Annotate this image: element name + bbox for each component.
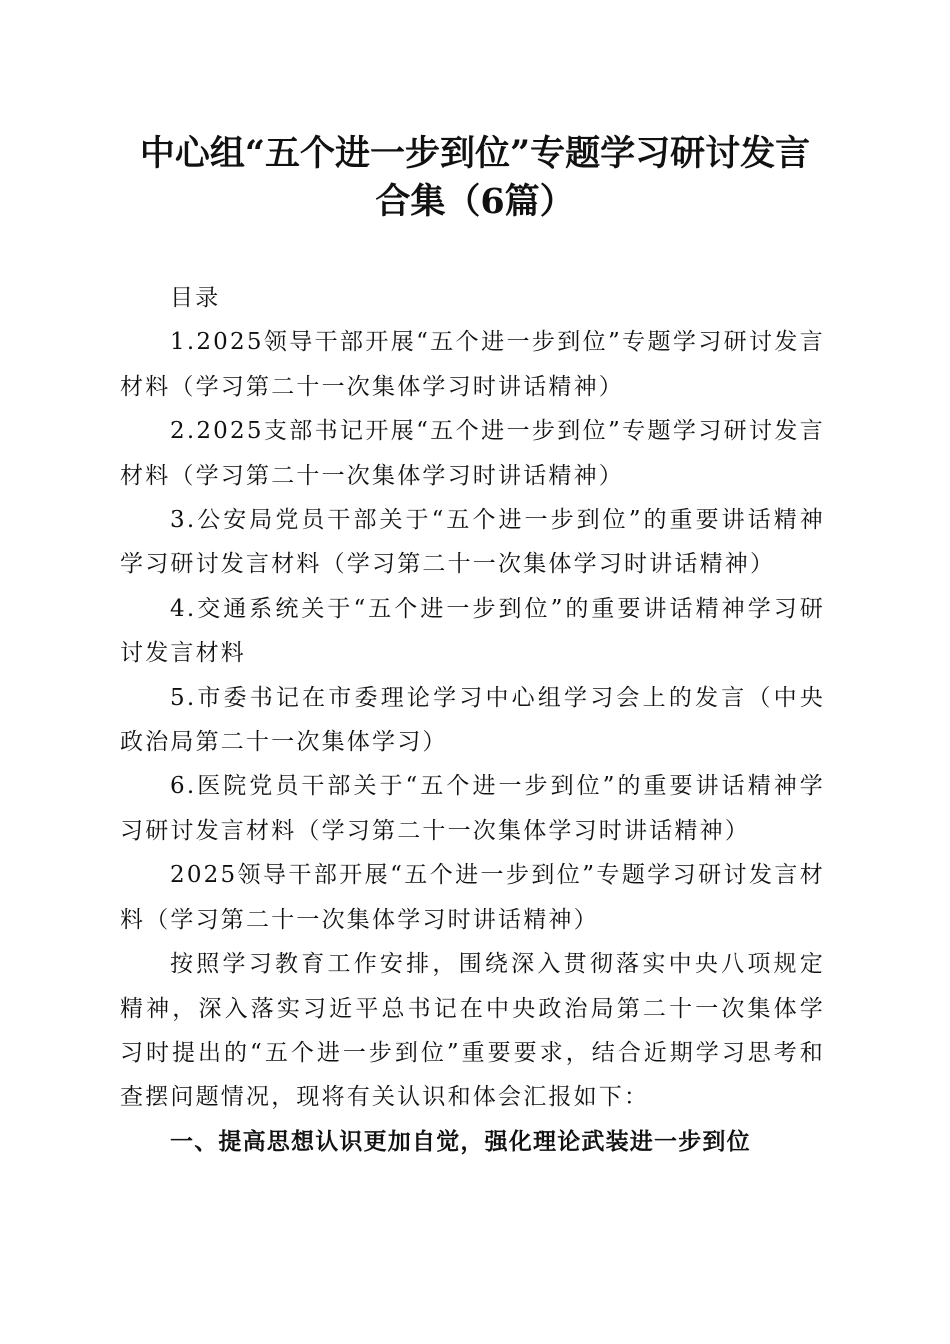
- title-line-1: 中心组“五个进一步到位”专题学习研讨发言: [139, 133, 811, 174]
- article-title: 2025领导干部开展“五个进一步到位”专题学习研讨发言材料（学习第二十一次集体学习时讲话精神）: [120, 862, 825, 933]
- title-line-2: 合集（6篇）: [375, 181, 575, 222]
- document-title: [100, 130, 850, 226]
- toc-item-1: 1.2025领导干部开展“五个进一步到位”专题学习研讨发言材料（学习第二十一次集体学习时讲话精神）: [120, 329, 825, 400]
- intro-paragraph: 按照学习教育工作安排，围绕深入贯彻落实中央八项规定精神，深入落实习近平总书记在中央政治局第二十一次集体学习时提出的“五个进一步到位”重要要求，结合近期学习思考和查摆问题情况，现将有关认识和体会汇报如下：: [120, 951, 825, 1111]
- toc-item-2: 2.2025支部书记开展“五个进一步到位”专题学习研讨发言材料（学习第二十一次集体学习时讲话精神）: [120, 418, 825, 489]
- toc-item-3: 3.公安局党员干部关于“五个进一步到位”的重要讲话精神学习研讨发言材料（学习第二十一次集体学习时讲话精神）: [120, 507, 825, 578]
- toc-item-6: 6.医院党员干部关于“五个进一步到位”的重要讲话精神学习研讨发言材料（学习第二十一次集体学习时讲话精神）: [120, 773, 825, 844]
- toc-item-4: 4.交通系统关于“五个进一步到位”的重要讲话精神学习研讨发言材料: [120, 595, 825, 667]
- toc-label: 目录: [170, 285, 221, 311]
- document-body: [120, 276, 825, 1164]
- toc-item-5: 5.市委书记在市委理论学习中心组学习会上的发言（中央政治局第二十一次集体学习）: [120, 684, 825, 756]
- section-heading-1: 一、提高思想认识更加自觉，强化理论武装进一步到位: [170, 1128, 751, 1155]
